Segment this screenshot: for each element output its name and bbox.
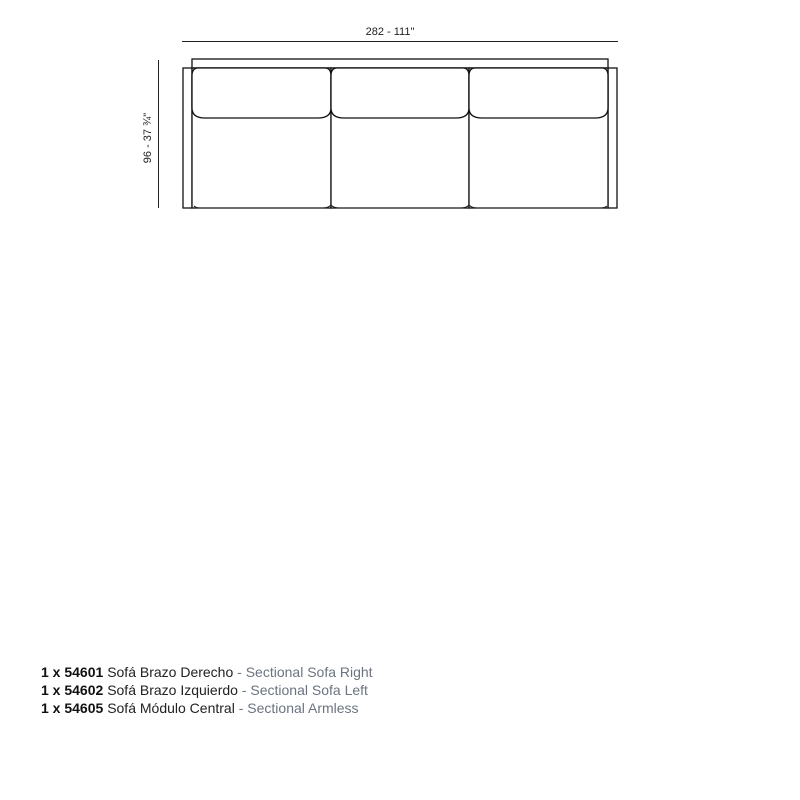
module-item [41,699,373,717]
width-dimension-label: 282 - 111" [365,26,415,38]
module-separator: - [233,664,246,680]
module-qty: 1 x 54601 [41,664,104,680]
depth-dimension-label: 96 - 37 ¾" [142,112,154,164]
sofa-module-center [331,68,469,208]
sofa-module-left [192,68,331,208]
module-list [41,663,373,717]
cushion-right [469,68,608,118]
module-name-en: Sectional Armless [247,700,359,716]
module-item [41,663,373,681]
sofa-module-right [469,68,608,208]
module-name-es: Sofá Módulo Central [107,700,235,716]
module-qty: 1 x 54602 [41,682,104,698]
sofa-back-rail [192,59,608,68]
cushion-center [331,68,469,118]
module-qty: 1 x 54605 [41,700,104,716]
module-name-es: Sofá Brazo Derecho [107,664,234,680]
cushion-left [192,68,331,118]
module-separator: - [237,682,251,698]
module-separator: - [234,700,248,716]
module-name-en: Sectional Sofa Right [245,664,373,680]
module-name-es: Sofá Brazo Izquierdo [107,682,238,698]
module-item [41,681,373,699]
sofa-left-arm [183,68,192,208]
sofa-right-arm [608,68,617,208]
module-name-en: Sectional Sofa Left [250,682,368,698]
